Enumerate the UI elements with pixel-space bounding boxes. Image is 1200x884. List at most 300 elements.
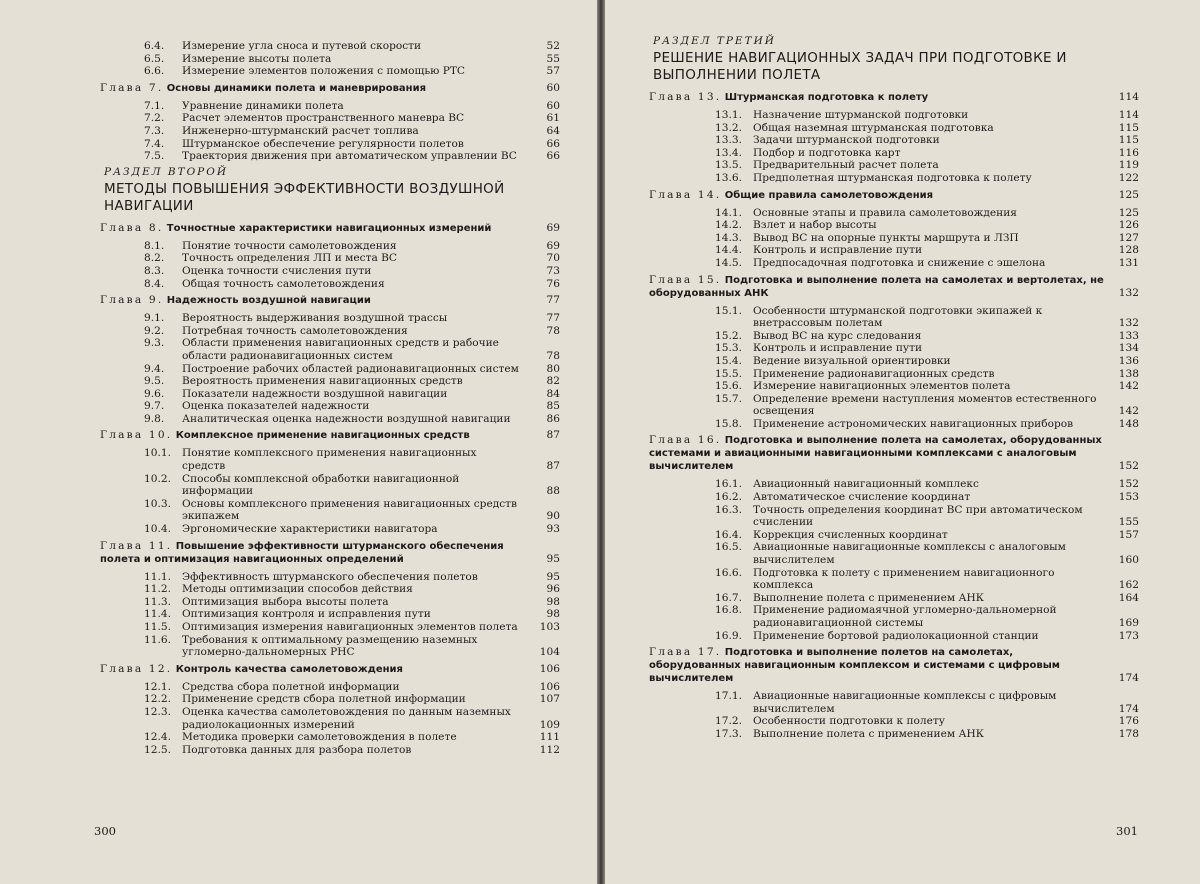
- toc-entry: [649, 592, 1139, 605]
- entry-page: 103: [539, 621, 560, 633]
- toc-entry: [100, 240, 560, 253]
- toc-entry: [100, 40, 560, 53]
- chapter-heading: [100, 429, 560, 442]
- toc-entry: [649, 122, 1139, 135]
- chapter-label: Глава 16.: [649, 434, 722, 447]
- entry-num: 7.3.: [144, 124, 165, 137]
- entry-num: 16.1.: [715, 478, 742, 491]
- toc-entry: [649, 690, 1139, 715]
- entry-num: 16.5.: [715, 541, 742, 554]
- entry-page: 88: [546, 485, 560, 498]
- toc-entry: [100, 325, 560, 338]
- toc-entry: [649, 380, 1139, 393]
- toc-entry: [649, 109, 1139, 122]
- entry-text: Расчет элементов пространственного маневра ВС: [182, 112, 465, 125]
- entry-num: 17.3.: [715, 727, 742, 740]
- entry-text: Основы комплексного применения навигационных средств экипажем: [182, 497, 518, 523]
- chapter-label: Глава 12.: [100, 662, 173, 675]
- chapter-heading: [100, 82, 560, 95]
- entry-text: Построение рабочих областей радионавигационных систем: [182, 362, 519, 375]
- chapter-label: Глава 14.: [649, 188, 722, 201]
- entry-num: 6.6.: [144, 65, 165, 78]
- toc-entry: [100, 706, 560, 731]
- entry-num: 8.1.: [144, 239, 165, 252]
- entry-num: 15.2.: [715, 329, 742, 342]
- toc-entry: [649, 330, 1139, 343]
- entry-num: 11.1.: [144, 570, 171, 583]
- entry-page: 176: [1118, 715, 1139, 728]
- entry-num: 13.2.: [715, 121, 742, 134]
- toc-entry: [649, 715, 1139, 728]
- entry-page: 55: [546, 52, 560, 65]
- toc-entry: [100, 65, 560, 78]
- entry-text: Особенности подготовки к полету: [753, 715, 946, 728]
- entry-num: 12.2.: [144, 693, 171, 706]
- entry-text: Автоматическое счисление координат: [753, 491, 971, 504]
- entry-text: Точность определения ЛП и места ВС: [182, 252, 398, 265]
- toc-entry: [100, 278, 560, 291]
- entry-page: 57: [546, 65, 560, 78]
- toc-entry: [649, 529, 1139, 542]
- entry-text: Измерение навигационных элементов полета: [753, 380, 1011, 393]
- entries-ch9: [100, 312, 560, 425]
- entry-num: 10.2.: [144, 472, 171, 485]
- toc-entry: [649, 368, 1139, 381]
- entry-text: Коррекция счисленных координат: [753, 528, 948, 541]
- entry-page: 95: [546, 570, 560, 583]
- chapter-heading: [100, 663, 560, 676]
- toc-entry: [100, 388, 560, 401]
- toc-entry: [649, 604, 1139, 629]
- entry-page: 153: [1118, 491, 1139, 504]
- entry-num: 16.4.: [715, 528, 742, 541]
- entry-text: Измерение высоты полета: [182, 52, 332, 65]
- entry-text: Оптимизация выбора высоты полета: [182, 595, 389, 608]
- chapter-label: Глава 11.: [100, 539, 173, 552]
- entry-page: 142: [1118, 405, 1139, 418]
- chapter-page: 87: [546, 429, 560, 442]
- entry-num: 11.2.: [144, 583, 171, 596]
- entry-page: 52: [546, 40, 560, 52]
- entry-page: 142: [1118, 380, 1139, 393]
- toc-entry: [649, 232, 1139, 245]
- entries-ch16: [649, 478, 1139, 642]
- toc-entry: [100, 375, 560, 388]
- entry-page: 162: [1118, 579, 1139, 592]
- toc-entry: [100, 596, 560, 609]
- entry-text: Аналитическая оценка надежности воздушной навигации: [182, 412, 511, 425]
- entry-page: 76: [546, 277, 560, 290]
- toc-entry: [100, 112, 560, 125]
- entry-text: Назначение штурманской подготовки: [753, 109, 969, 121]
- chapter-page: 106: [539, 662, 560, 675]
- toc-entry: [100, 621, 560, 634]
- entry-num: 16.3.: [715, 503, 742, 516]
- toc-entry: [100, 498, 560, 523]
- entry-text: Средства сбора полетной информации: [182, 680, 400, 693]
- entry-num: 8.2.: [144, 252, 165, 265]
- toc-entry: [649, 630, 1139, 643]
- entry-num: 11.3.: [144, 595, 171, 608]
- entry-page: 85: [546, 400, 560, 413]
- toc-entry: [100, 125, 560, 138]
- entry-page: 93: [546, 523, 560, 536]
- entry-text: Эффективность штурманского обеспечения полетов: [182, 570, 478, 583]
- entry-num: 9.4.: [144, 362, 165, 375]
- entry-page: 98: [546, 595, 560, 608]
- chapter-title: Общие правила самолетовождения: [724, 189, 934, 201]
- entry-text: Измерение угла сноса и путевой скорости: [182, 40, 422, 52]
- entry-num: 14.4.: [715, 244, 742, 257]
- chapter-title: Подготовка и выполнение полета на самолетах и вертолетах, не оборудованных АНК: [649, 274, 1104, 299]
- chapter-heading: [649, 91, 1139, 104]
- entry-num: 9.7.: [144, 400, 165, 413]
- chapter-page: 152: [1118, 460, 1139, 473]
- entries-ch11: [100, 571, 560, 659]
- entry-text: Авиационный навигационный комплекс: [753, 478, 979, 491]
- toc-entry: [100, 400, 560, 413]
- entry-num: 17.2.: [715, 715, 742, 728]
- entry-text: Выполнение полета с применением АНК: [753, 727, 984, 740]
- right-toc: [649, 32, 1139, 741]
- toc-entry: [649, 159, 1139, 172]
- entry-page: 174: [1118, 702, 1139, 715]
- chapter-heading: [100, 540, 560, 566]
- entry-page: 78: [546, 349, 560, 362]
- toc-entry: [100, 744, 560, 757]
- entry-num: 15.3.: [715, 342, 742, 355]
- entry-num: 9.3.: [144, 337, 165, 350]
- entry-num: 12.1.: [144, 680, 171, 693]
- entry-page: 148: [1118, 417, 1139, 430]
- toc-entry: [100, 100, 560, 113]
- entry-text: Предпосадочная подготовка и снижение с эшелона: [753, 256, 1046, 269]
- entry-text: Понятие точности самолетовождения: [182, 239, 397, 252]
- entry-text: Оценка точности счисления пути: [182, 264, 372, 277]
- toc-entry: [100, 312, 560, 325]
- toc-entry: [100, 608, 560, 621]
- entries-ch10: [100, 447, 560, 535]
- entry-text: Подбор и подготовка карт: [753, 146, 901, 159]
- entry-text: Вывод ВС на опорные пункты маршрута и ЛЗП: [753, 231, 1019, 244]
- entry-page: 87: [546, 460, 560, 473]
- toc-entry: [649, 134, 1139, 147]
- chapter-page: 125: [1118, 188, 1139, 201]
- entry-page: 73: [546, 264, 560, 277]
- entry-page: 126: [1118, 219, 1139, 232]
- section-title: МЕТОДЫ ПОВЫШЕНИЯ ЭФФЕКТИВНОСТИ ВОЗДУШНОЙ НАВИГАЦИИ: [104, 180, 505, 214]
- toc-entry: [100, 413, 560, 426]
- entry-num: 9.5.: [144, 375, 165, 388]
- entry-text: Общая точность самолетовождения: [182, 277, 385, 290]
- entry-page: 104: [539, 646, 560, 659]
- entry-num: 7.2.: [144, 112, 165, 125]
- section-title: РЕШЕНИЕ НАВИГАЦИОННЫХ ЗАДАЧ ПРИ ПОДГОТОВКЕ И ВЫПОЛНЕНИИ ПОЛЕТА: [653, 50, 1067, 83]
- entry-page: 77: [546, 312, 560, 325]
- entry-text: Области применения навигационных средств и рабочие области радионавигационных систем: [182, 337, 499, 362]
- left-toc: [100, 40, 560, 756]
- entry-page: 133: [1118, 329, 1139, 342]
- entry-page: 122: [1118, 171, 1139, 184]
- chapter-heading: [649, 646, 1139, 685]
- chapter-label: Глава 7.: [100, 81, 164, 94]
- toc-entry: [649, 147, 1139, 160]
- entry-text: Штурманское обеспечение регулярности полетов: [182, 137, 464, 150]
- entry-page: 125: [1118, 206, 1139, 219]
- section-label: РАЗДЕЛ ТРЕТИЙ: [653, 35, 776, 47]
- entry-text: Авиационные навигационные комплексы с цифровым вычислителем: [753, 690, 1057, 715]
- entry-page: 112: [539, 743, 560, 756]
- entry-page: 114: [1118, 109, 1139, 121]
- entry-num: 15.4.: [715, 354, 742, 367]
- entry-num: 9.6.: [144, 387, 165, 400]
- entry-text: Требования к оптимальному размещению наземных угломерно-дальномерных РНС: [182, 633, 478, 659]
- entries-ch6: [100, 40, 560, 78]
- entry-text: Потребная точность самолетовождения: [182, 324, 408, 337]
- entry-num: 13.6.: [715, 171, 742, 184]
- entry-text: Измерение элементов положения с помощью РТС: [182, 65, 466, 78]
- entry-text: Оценка качества самолетовождения по данным наземных радиолокационных измерений: [182, 705, 511, 731]
- toc-entry: [649, 342, 1139, 355]
- entry-num: 12.5.: [144, 743, 171, 756]
- entry-page: 116: [1118, 146, 1139, 159]
- entry-num: 15.1.: [715, 304, 742, 317]
- toc-entry: [100, 252, 560, 265]
- entry-num: 15.8.: [715, 417, 742, 430]
- toc-entry: [100, 731, 560, 744]
- entry-page: 90: [546, 510, 560, 523]
- entry-page: 66: [546, 150, 560, 163]
- entry-page: 169: [1118, 617, 1139, 629]
- entry-text: Взлет и набор высоты: [753, 219, 877, 232]
- chapter-label: Глава 13.: [649, 91, 722, 103]
- entry-page: 84: [546, 387, 560, 400]
- entry-page: 86: [546, 412, 560, 425]
- entry-page: 136: [1118, 354, 1139, 367]
- toc-entry: [649, 728, 1139, 741]
- entry-num: 11.4.: [144, 608, 171, 621]
- toc-entry: [649, 207, 1139, 220]
- entry-page: 164: [1118, 591, 1139, 604]
- entry-text: Применение астрономических навигационных приборов: [753, 417, 1074, 430]
- entry-page: 119: [1118, 159, 1139, 172]
- entry-page: 96: [546, 583, 560, 596]
- entry-text: Применение радиомаячной угломерно-дальномерной радионавигационной системы: [753, 604, 1057, 629]
- entry-page: 61: [546, 112, 560, 125]
- entry-page: 127: [1118, 231, 1139, 244]
- entry-text: Определение времени наступления моментов естественного освещения: [753, 392, 1097, 418]
- chapter-label: Глава 15.: [649, 273, 722, 286]
- entry-num: 12.4.: [144, 731, 171, 744]
- entry-page: 173: [1118, 629, 1139, 642]
- entry-text: Уравнение динамики полета: [182, 99, 344, 112]
- entry-page: 98: [546, 608, 560, 621]
- entry-num: 16.8.: [715, 604, 742, 617]
- toc-entry: [649, 478, 1139, 491]
- entries-ch13: [649, 109, 1139, 185]
- toc-entry: [649, 491, 1139, 504]
- toc-entry: [100, 693, 560, 706]
- toc-entry: [100, 363, 560, 376]
- entry-text: Вывод ВС на курс следования: [753, 329, 922, 342]
- chapter-page: 174: [1118, 672, 1139, 685]
- chapter-label: Глава 8.: [100, 221, 164, 234]
- toc-entry: [649, 305, 1139, 330]
- entries-ch7: [100, 100, 560, 163]
- toc-entry: [100, 265, 560, 278]
- entry-text: Предполетная штурманская подготовка к полету: [753, 171, 1032, 184]
- entry-text: Вероятность выдерживания воздушной трассы: [182, 312, 448, 325]
- chapter-page: 114: [1118, 91, 1139, 103]
- entry-num: 10.4.: [144, 523, 171, 536]
- chapter-label: Глава 17.: [649, 646, 722, 659]
- entry-text: Подготовка к полету с применением навигационного комплекса: [753, 566, 1055, 592]
- entry-page: 152: [1118, 478, 1139, 491]
- entry-num: 12.3.: [144, 705, 171, 718]
- toc-entry: [100, 53, 560, 66]
- toc-entry: [649, 355, 1139, 368]
- entry-num: 10.3.: [144, 497, 171, 510]
- entry-num: 15.6.: [715, 380, 742, 393]
- entries-ch8: [100, 240, 560, 290]
- entry-num: 7.1.: [144, 99, 165, 112]
- entry-page: 82: [546, 375, 560, 388]
- chapter-title: Подготовка и выполнение полета на самолетах, оборудованных системами и авиационными навигационными комплексами с аналоговым вычислителем: [649, 435, 1102, 473]
- chapter-title: Повышение эффективности штурманского обеспечения полета и оптимизация навигационных определений: [100, 540, 504, 565]
- right-page: [605, 0, 1200, 884]
- entry-page: 106: [539, 680, 560, 693]
- entry-page: 178: [1118, 727, 1139, 740]
- entry-num: 9.1.: [144, 312, 165, 325]
- entry-num: 16.7.: [715, 591, 742, 604]
- chapter-page: 95: [546, 552, 560, 565]
- entry-page: 69: [546, 239, 560, 252]
- toc-entry: [100, 571, 560, 584]
- chapter-heading: [649, 189, 1139, 202]
- entry-page: 60: [546, 99, 560, 112]
- entry-num: 6.4.: [144, 40, 165, 52]
- entry-text: Оценка показателей надежности: [182, 400, 370, 413]
- entry-page: 115: [1118, 121, 1139, 134]
- entry-num: 11.6.: [144, 633, 171, 646]
- entry-page: 80: [546, 362, 560, 375]
- entry-num: 10.1.: [144, 447, 171, 460]
- entry-page: 70: [546, 252, 560, 265]
- entry-text: Выполнение полета с применением АНК: [753, 591, 984, 604]
- entry-text: Особенности штурманской подготовки экипажей к внетрассовым полетам: [753, 304, 1043, 330]
- chapter-heading: [100, 222, 560, 235]
- entry-num: 16.9.: [715, 629, 742, 642]
- entry-text: Применение бортовой радиолокационной станции: [753, 629, 1039, 642]
- chapter-title: Надежность воздушной навигации: [166, 295, 371, 307]
- toc-entry: [649, 257, 1139, 270]
- entries-ch17: [649, 690, 1139, 740]
- entry-num: 11.5.: [144, 621, 171, 633]
- entry-num: 9.2.: [144, 324, 165, 337]
- toc-entry: [100, 447, 560, 472]
- chapter-page: 60: [546, 81, 560, 94]
- chapter-title: Точностные характеристики навигационных измерений: [166, 222, 492, 234]
- toc-entry: [100, 138, 560, 151]
- toc-entry: [649, 541, 1139, 566]
- chapter-label: Глава 10.: [100, 429, 173, 442]
- entry-num: 6.5.: [144, 52, 165, 65]
- entry-text: Способы комплексной обработки навигационной информации: [182, 472, 460, 498]
- entry-num: 13.4.: [715, 146, 742, 159]
- chapter-title: Комплексное применение навигационных средств: [175, 430, 470, 442]
- entry-text: Основные этапы и правила самолетовождения: [753, 206, 1017, 219]
- entries-ch14: [649, 207, 1139, 270]
- entry-num: 13.1.: [715, 109, 742, 121]
- toc-entry: [649, 244, 1139, 257]
- entry-text: Авиационные навигационные комплексы с аналоговым вычислителем: [753, 541, 1066, 567]
- entry-page: 155: [1118, 516, 1139, 529]
- entry-page: 78: [546, 324, 560, 337]
- entry-num: 14.5.: [715, 256, 742, 269]
- entry-num: 7.5.: [144, 150, 165, 163]
- entry-num: 8.3.: [144, 264, 165, 277]
- entry-num: 9.8.: [144, 412, 165, 425]
- entries-ch12: [100, 681, 560, 757]
- entry-text: Задачи штурманской подготовки: [753, 134, 940, 147]
- chapter-heading: [649, 274, 1139, 300]
- toc-entry: [100, 150, 560, 163]
- chapter-label: Глава 9.: [100, 294, 164, 307]
- entry-text: Показатели надежности воздушной навигации: [182, 387, 448, 400]
- toc-entry: [100, 681, 560, 694]
- chapter-title: Контроль качества самолетовождения: [175, 663, 403, 675]
- entry-text: Эргономические характеристики навигатора: [182, 523, 438, 536]
- chapter-page: 132: [1118, 286, 1139, 299]
- chapter-heading: [100, 294, 560, 307]
- entries-ch15: [649, 305, 1139, 431]
- entry-text: Оптимизация контроля и исправления пути: [182, 608, 431, 621]
- entry-page: 111: [539, 731, 560, 744]
- toc-entry: [649, 219, 1139, 232]
- book-gutter: [597, 0, 605, 884]
- entry-num: 13.3.: [715, 134, 742, 147]
- entry-text: Методы оптимизации способов действия: [182, 583, 413, 596]
- entry-page: 66: [546, 137, 560, 150]
- entry-text: Общая наземная штурманская подготовка: [753, 121, 994, 134]
- entry-page: 107: [539, 693, 560, 706]
- entry-page: 109: [539, 718, 560, 731]
- toc-entry: [649, 504, 1139, 529]
- entry-num: 8.4.: [144, 277, 165, 290]
- entry-text: Применение средств сбора полетной информации: [182, 693, 466, 706]
- entry-page: 157: [1118, 528, 1139, 541]
- toc-entry: [649, 172, 1139, 185]
- entry-num: 16.2.: [715, 491, 742, 504]
- chapter-page: 77: [546, 294, 560, 307]
- entry-page: 64: [546, 124, 560, 137]
- entry-page: 134: [1118, 342, 1139, 355]
- toc-entry: [100, 583, 560, 596]
- toc-entry: [649, 393, 1139, 418]
- entry-num: 14.3.: [715, 231, 742, 244]
- entry-page: 138: [1118, 367, 1139, 380]
- entry-num: 15.5.: [715, 367, 742, 380]
- toc-entry: [649, 418, 1139, 431]
- chapter-page: 69: [546, 221, 560, 234]
- entry-page: 131: [1118, 256, 1139, 269]
- entry-num: 17.1.: [715, 690, 742, 703]
- toc-entry: [649, 567, 1139, 592]
- chapter-heading: [649, 434, 1139, 473]
- chapter-title: Подготовка и выполнение полетов на самолетах, оборудованных навигационным комплексом и системами с цифровым вычислителем: [649, 647, 1060, 685]
- chapter-title: Штурманская подготовка к полету: [724, 92, 929, 103]
- entry-text: Ведение визуальной ориентировки: [753, 354, 951, 367]
